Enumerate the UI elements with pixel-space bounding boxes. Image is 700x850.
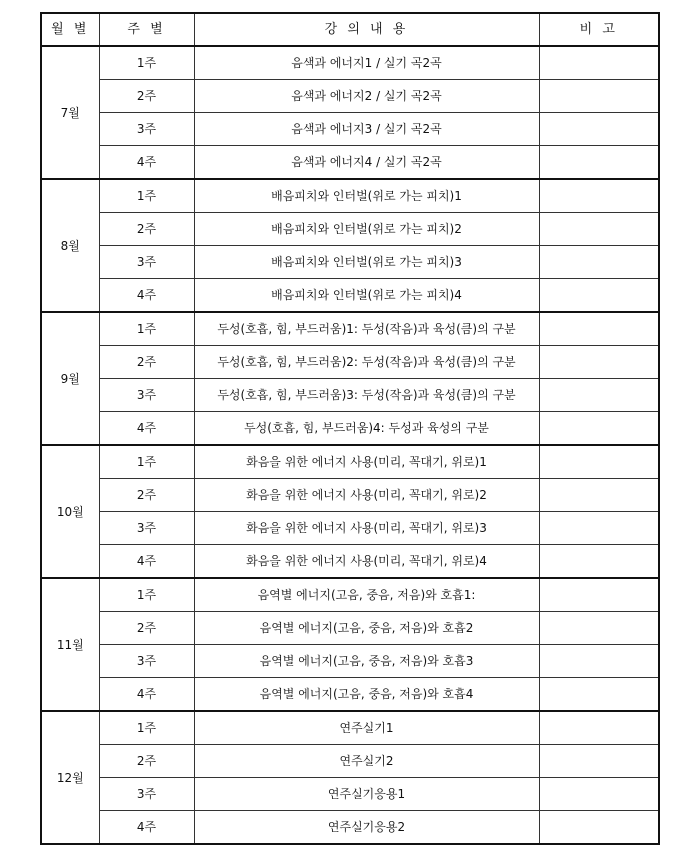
week-cell: 2주: [99, 213, 194, 246]
note-cell: [539, 445, 659, 479]
week-cell: 1주: [99, 179, 194, 213]
table-row: [41, 512, 659, 545]
content-cell: 연주실기응용1: [194, 778, 539, 811]
week-cell: 3주: [99, 246, 194, 279]
header-content: 강 의 내 용: [194, 13, 539, 46]
table-row: [41, 479, 659, 512]
content-cell: 연주실기2: [194, 745, 539, 778]
content-cell: 화음을 위한 에너지 사용(미리, 꼭대기, 위로)4: [194, 545, 539, 579]
content-cell: 연주실기응용2: [194, 811, 539, 845]
content-cell: 배음피치와 인터벌(위로 가는 피치)1: [194, 179, 539, 213]
header-month: 월 별: [41, 13, 99, 46]
content-cell: 음색과 에너지1 / 실기 곡2곡: [194, 46, 539, 80]
table-row: [41, 612, 659, 645]
week-cell: 1주: [99, 312, 194, 346]
header-row: [41, 13, 659, 46]
week-cell: 4주: [99, 146, 194, 180]
content-cell: 두성(호흡, 힘, 부드러움)2: 두성(작음)과 육성(큼)의 구분: [194, 346, 539, 379]
week-cell: 4주: [99, 678, 194, 712]
schedule-table: [40, 12, 660, 845]
content-cell: 연주실기1: [194, 711, 539, 745]
table-row: [41, 578, 659, 612]
month-cell: 8월: [41, 179, 99, 312]
content-cell: 음역별 에너지(고음, 중음, 저음)와 호흡3: [194, 645, 539, 678]
table-row: [41, 645, 659, 678]
week-cell: 2주: [99, 80, 194, 113]
content-cell: 화음을 위한 에너지 사용(미리, 꼭대기, 위로)2: [194, 479, 539, 512]
content-cell: 음역별 에너지(고음, 중음, 저음)와 호흡1:: [194, 578, 539, 612]
table-row: [41, 80, 659, 113]
week-cell: 3주: [99, 113, 194, 146]
table-row: [41, 46, 659, 80]
note-cell: [539, 778, 659, 811]
schedule-body: [41, 46, 659, 844]
note-cell: [539, 146, 659, 180]
content-cell: 두성(호흡, 힘, 부드러움)3: 두성(작음)과 육성(큼)의 구분: [194, 379, 539, 412]
content-cell: 배음피치와 인터벌(위로 가는 피치)3: [194, 246, 539, 279]
note-cell: [539, 711, 659, 745]
note-cell: [539, 811, 659, 845]
content-cell: 음역별 에너지(고음, 중음, 저음)와 호흡2: [194, 612, 539, 645]
note-cell: [539, 246, 659, 279]
month-cell: 12월: [41, 711, 99, 844]
table-row: [41, 545, 659, 579]
table-row: [41, 179, 659, 213]
week-cell: 1주: [99, 445, 194, 479]
content-cell: 화음을 위한 에너지 사용(미리, 꼭대기, 위로)3: [194, 512, 539, 545]
note-cell: [539, 512, 659, 545]
table-row: [41, 412, 659, 446]
content-cell: 두성(호흡, 힘, 부드러움)4: 두성과 육성의 구분: [194, 412, 539, 446]
content-cell: 화음을 위한 에너지 사용(미리, 꼭대기, 위로)1: [194, 445, 539, 479]
week-cell: 4주: [99, 811, 194, 845]
month-cell: 11월: [41, 578, 99, 711]
week-cell: 3주: [99, 379, 194, 412]
month-cell: 9월: [41, 312, 99, 445]
week-cell: 1주: [99, 578, 194, 612]
content-cell: 음색과 에너지4 / 실기 곡2곡: [194, 146, 539, 180]
table-row: [41, 379, 659, 412]
table-row: [41, 312, 659, 346]
table-row: [41, 279, 659, 313]
week-cell: 4주: [99, 279, 194, 313]
content-cell: 배음피치와 인터벌(위로 가는 피치)4: [194, 279, 539, 313]
week-cell: 3주: [99, 645, 194, 678]
table-row: [41, 445, 659, 479]
week-cell: 2주: [99, 612, 194, 645]
month-cell: 10월: [41, 445, 99, 578]
note-cell: [539, 578, 659, 612]
header-note: 비 고: [539, 13, 659, 46]
note-cell: [539, 213, 659, 246]
table-row: [41, 778, 659, 811]
content-cell: 음색과 에너지2 / 실기 곡2곡: [194, 80, 539, 113]
note-cell: [539, 346, 659, 379]
content-cell: 음색과 에너지3 / 실기 곡2곡: [194, 113, 539, 146]
week-cell: 1주: [99, 46, 194, 80]
month-cell: 7월: [41, 46, 99, 179]
note-cell: [539, 678, 659, 712]
table-row: [41, 213, 659, 246]
note-cell: [539, 545, 659, 579]
content-cell: 음역별 에너지(고음, 중음, 저음)와 호흡4: [194, 678, 539, 712]
note-cell: [539, 113, 659, 146]
note-cell: [539, 479, 659, 512]
note-cell: [539, 745, 659, 778]
note-cell: [539, 612, 659, 645]
note-cell: [539, 379, 659, 412]
note-cell: [539, 46, 659, 80]
week-cell: 2주: [99, 479, 194, 512]
week-cell: 4주: [99, 412, 194, 446]
week-cell: 2주: [99, 745, 194, 778]
table-row: [41, 346, 659, 379]
week-cell: 2주: [99, 346, 194, 379]
table-row: [41, 711, 659, 745]
note-cell: [539, 80, 659, 113]
table-row: [41, 146, 659, 180]
week-cell: 3주: [99, 778, 194, 811]
week-cell: 4주: [99, 545, 194, 579]
content-cell: 배음피치와 인터벌(위로 가는 피치)2: [194, 213, 539, 246]
table-row: [41, 113, 659, 146]
note-cell: [539, 179, 659, 213]
table-row: [41, 811, 659, 845]
note-cell: [539, 312, 659, 346]
table-row: [41, 745, 659, 778]
week-cell: 1주: [99, 711, 194, 745]
note-cell: [539, 645, 659, 678]
week-cell: 3주: [99, 512, 194, 545]
header-week: 주 별: [99, 13, 194, 46]
note-cell: [539, 279, 659, 313]
note-cell: [539, 412, 659, 446]
table-row: [41, 246, 659, 279]
content-cell: 두성(호흡, 힘, 부드러움)1: 두성(작음)과 육성(큼)의 구분: [194, 312, 539, 346]
table-row: [41, 678, 659, 712]
